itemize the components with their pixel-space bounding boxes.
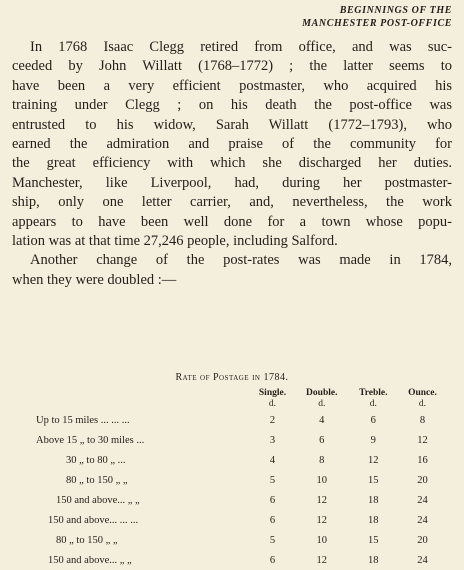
- distance-cell: 80 „ to 150 „ „: [56, 534, 118, 546]
- text-line: entrusted to his widow, Sarah Willatt (1772–1793), who: [12, 116, 452, 133]
- table-row: [36, 430, 446, 450]
- unit-cell: d.: [369, 399, 377, 409]
- rate-cell: 6: [269, 494, 276, 506]
- text-line: earned the admiration and praise of the community for: [12, 136, 452, 153]
- rate-cell: 24: [417, 554, 428, 566]
- distance-cell: 150 and above... ... ...: [48, 514, 139, 526]
- column-header: Double.: [306, 388, 338, 398]
- rate-cell: 12: [316, 554, 328, 566]
- column-header: Treble.: [359, 388, 388, 398]
- unit-cell: d.: [418, 399, 427, 409]
- table-row: [36, 490, 446, 510]
- text-line: the great efficiency with which she discharged her duties.: [12, 155, 452, 172]
- unit-cell: d.: [268, 399, 277, 409]
- table-header-row: [36, 388, 446, 399]
- rate-cell: 10: [316, 474, 328, 486]
- rate-cell: 12: [316, 494, 328, 506]
- column-header: Single.: [258, 388, 287, 398]
- rate-cell: 15: [368, 474, 379, 486]
- unit-cell: d.: [318, 399, 326, 409]
- rate-cell: 12: [368, 454, 379, 466]
- rate-cell: 15: [368, 534, 379, 546]
- text-line: ceeded by John Willatt (1768–1772) ; the latter seems to: [12, 58, 452, 75]
- running-head: [232, 4, 452, 30]
- rate-cell: 20: [417, 534, 428, 546]
- rate-cell: 5: [269, 534, 276, 546]
- table-row: [36, 550, 446, 570]
- rate-cell: 6: [269, 554, 276, 566]
- text-line: have been a very efficient postmaster, who acquired his: [12, 77, 452, 94]
- text-line: appears to have been well done for a town whose popu-: [12, 213, 452, 230]
- rate-cell: 10: [316, 534, 328, 546]
- rate-cell: 24: [417, 514, 428, 526]
- distance-cell: 150 and above... „ „: [48, 554, 132, 566]
- table-row: [36, 410, 446, 430]
- rate-cell: 4: [319, 414, 325, 426]
- text-line: ship, only one letter carrier, and, nevertheless, the work: [12, 194, 452, 211]
- rate-cell: 2: [269, 414, 276, 426]
- rate-cell: 18: [368, 494, 379, 506]
- rate-cell: 12: [417, 434, 428, 446]
- text-line: In 1768 Isaac Clegg retired from office, and was suc-: [30, 39, 452, 55]
- distance-cell: 80 „ to 150 „ „: [66, 474, 128, 486]
- rate-cell: 18: [368, 554, 379, 566]
- distance-cell: Up to 15 miles ... ... ...: [36, 414, 130, 426]
- rate-cell: 6: [370, 414, 376, 426]
- body-text: [12, 38, 452, 290]
- unit-cell-empty: [36, 399, 249, 410]
- rate-cell: 18: [368, 514, 379, 526]
- rate-cell: 24: [417, 494, 428, 506]
- text-line: when they were doubled :—: [12, 271, 177, 288]
- rate-cell: 9: [370, 434, 376, 446]
- table-row: [36, 470, 446, 490]
- rate-cell: 5: [269, 474, 276, 486]
- rate-cell: 8: [319, 454, 325, 466]
- table-row: [36, 530, 446, 550]
- column-header: Ounce.: [408, 388, 437, 398]
- table-row: [36, 510, 446, 530]
- rate-cell: 4: [269, 454, 276, 466]
- rate-cell: 3: [269, 434, 276, 446]
- running-head-line: MANCHESTER POST-OFFICE: [302, 18, 452, 29]
- rate-cell: 12: [316, 514, 328, 526]
- table-title: Rate of Postage in 1784.: [175, 372, 289, 383]
- postage-rate-table: [36, 388, 446, 570]
- paragraph: [12, 38, 452, 251]
- table-unit-row: [36, 399, 446, 410]
- text-line: training under Clegg ; on his death the post-office was: [12, 97, 452, 114]
- distance-cell: 150 and above... „ „: [56, 494, 140, 506]
- rate-cell: 20: [417, 474, 428, 486]
- rate-cell: 8: [419, 414, 426, 426]
- distance-cell: Above 15 „ to 30 miles ...: [36, 434, 145, 446]
- paragraph: [12, 251, 452, 290]
- rate-cell: 16: [417, 454, 428, 466]
- text-line: Another change of the post-rates was made in 1784,: [30, 252, 452, 269]
- running-head-line: BEGINNINGS OF THE: [339, 5, 452, 16]
- rate-cell: 6: [269, 514, 276, 526]
- rate-cell: 6: [319, 434, 325, 446]
- text-line: Manchester, like Liverpool, had, during her postmaster-: [12, 174, 452, 191]
- text-line: lation was at that time 27,246 people, including Salford.: [12, 233, 338, 250]
- distance-cell: 30 „ to 80 „ ...: [66, 454, 126, 466]
- table-row: [36, 450, 446, 470]
- column-header-distance: [36, 388, 249, 399]
